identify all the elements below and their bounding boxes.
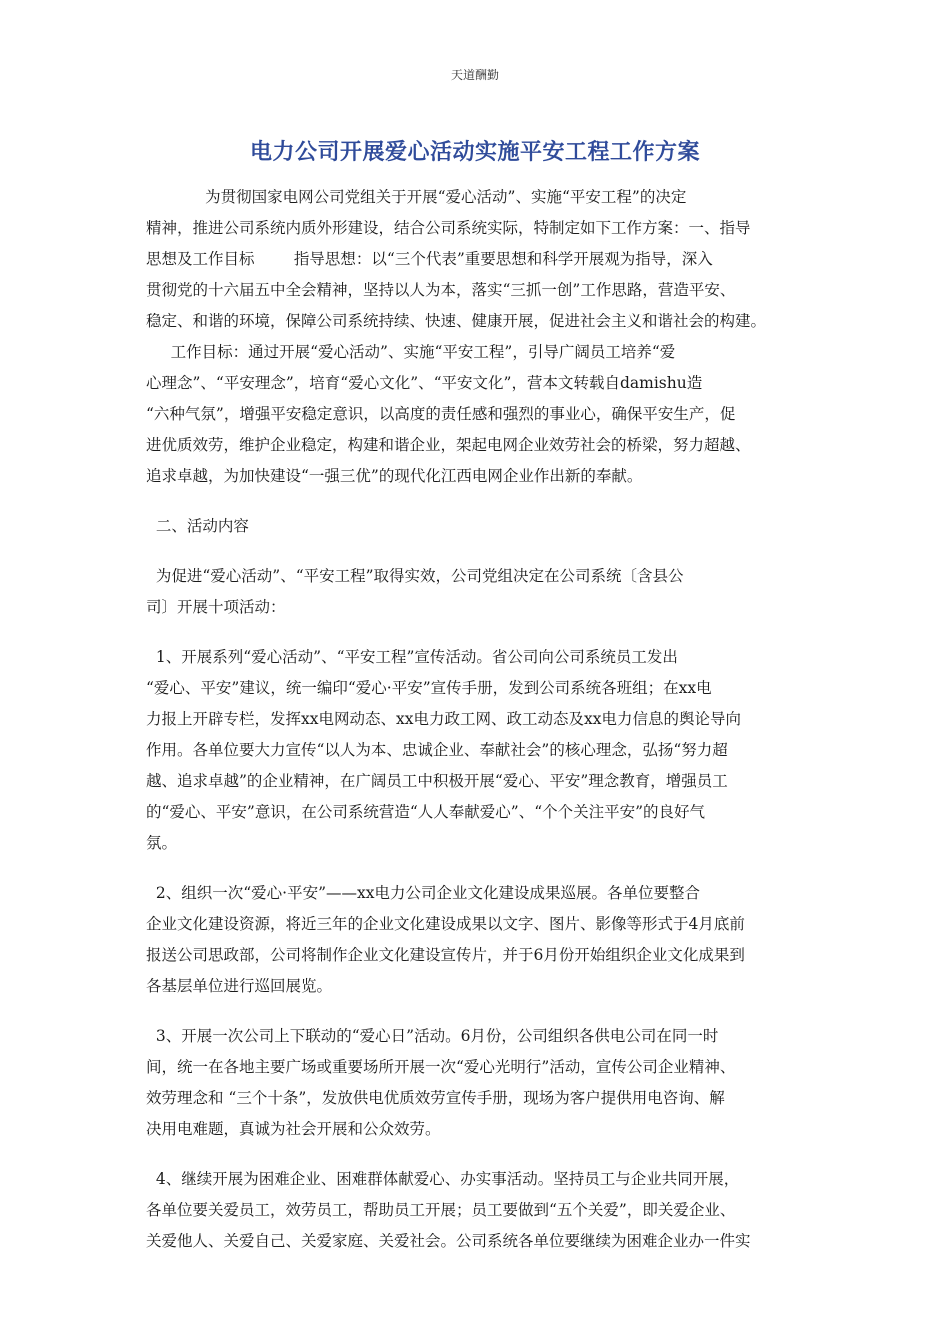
page-header: 天道酬勤 (450, 68, 499, 82)
text-line: 关爱他人、关爱自己、关爱家庭、关爱社会。公司系统各单位要继续为困难企业办一件实 (146, 1232, 751, 1250)
text-line: 力报上开辟专栏，发挥xx电网动态、xx电力政工网、政工动态及xx电力信息的舆论导向 (146, 710, 741, 728)
text-line: 稳定、和谐的环境，保障公司系统持续、快速、健康开展，促进社会主义和谐社会的构建。 (146, 312, 767, 330)
text-line: 氛。 (146, 834, 178, 852)
text-line: 决用电难题，真诚为社会开展和公众效劳。 (146, 1120, 441, 1138)
paragraph-gap (146, 1145, 802, 1164)
text-line: 效劳理念和 “三个十条”，发放供电优质效劳宣传手册，现场为客户提供用电咨询、解 (146, 1089, 725, 1107)
text-line: 精神，推进公司系统内质外形建设，结合公司系统实际，特制定如下工作方案：一、指导 (146, 219, 751, 237)
text-line: 司〕开展十项活动： (146, 598, 286, 616)
paragraph-gap (146, 623, 802, 642)
document-title: 电力公司开展爱心活动实施平安工程工作方案 (249, 140, 700, 165)
text-line: 1、开展系列“爱心活动”、“平安工程”宣传活动。省公司向公司系统员工发出 (146, 648, 678, 666)
text-line: 4、继续开展为困难企业、困难群体献爱心、办实事活动。坚持员工与企业共同开展， (146, 1170, 740, 1188)
text-line: 追求卓越，为加快建设“一强三优”的现代化江西电网企业作出新的奉献。 (146, 467, 643, 485)
document-body (146, 182, 802, 1257)
paragraph-gap (146, 492, 802, 511)
text-line: 企业文化建设资源，将近三年的企业文化建设成果以文字、图片、影像等形式于4月底前 (146, 915, 745, 933)
text-line: 心理念”、“平安理念”，培育“爱心文化”、“平安文化”，营本文转载自damishu造 (146, 374, 703, 392)
text-line: 进优质效劳，维护企业稳定，构建和谐企业，架起电网企业效劳社会的桥梁，努力超越、 (146, 436, 751, 454)
text-line: 作用。各单位要大力宣传“以人为本、忠诚企业、奉献社会”的核心理念，弘扬“努力超 (146, 741, 728, 759)
paragraph-gap (146, 542, 802, 561)
text-line: 工作目标：通过开展“爱心活动”、实施“平安工程”，引导广阔员工培养“爱 (146, 343, 676, 361)
text-line: 越、追求卓越”的企业精神，在广阔员工中积极开展“爱心、平安”理念教育，增强员工 (146, 772, 728, 790)
paragraph-gap (146, 859, 802, 878)
text-line: 间，统一在各地主要广场或重要场所开展一次“爱心光明行”活动，宣传公司企业精神、 (146, 1058, 736, 1076)
text-line: “爱心、平安”建议，统一编印“爱心·平安”宣传手册，发到公司系统各班组；在xx电 (146, 679, 712, 697)
text-line: 的“爱心、平安”意识，在公司系统营造“人人奉献爱心”、“个个关注平安”的良好气 (146, 803, 706, 821)
text-line: 为贯彻国家电网公司党组关于开展“爱心活动”、实施“平安工程”的决定 (146, 188, 687, 206)
text-line: 二、活动内容 (146, 517, 249, 535)
text-line: “六种气氛”，增强平安稳定意识，以高度的责任感和强烈的事业心，确保平安生产，促 (146, 405, 736, 423)
text-line: 各基层单位进行巡回展览。 (146, 977, 333, 995)
text-line: 各单位要关爱员工，效劳员工，帮助员工开展；员工要做到“五个关爱”，即关爱企业、 (146, 1201, 736, 1219)
text-line: 3、开展一次公司上下联动的“爱心日”活动。6月份，公司组织各供电公司在同一时 (146, 1027, 719, 1045)
text-line: 贯彻党的十六届五中全会精神，坚持以人为本，落实“三抓一创”工作思路，营造平安、 (146, 281, 736, 299)
text-line: 为促进“爱心活动”、“平安工程”取得实效，公司党组决定在公司系统〔含县公 (146, 567, 684, 585)
text-line: 2、组织一次“爱心·平安”——xx电力公司企业文化建设成果巡展。各单位要整合 (146, 884, 700, 902)
paragraph-gap (146, 1002, 802, 1021)
text-line: 报送公司思政部，公司将制作企业文化建设宣传片，并于6月份开始组织企业文化成果到 (146, 946, 745, 964)
text-line: 思想及工作目标 指导思想：以“三个代表”重要思想和科学开展观为指导，深入 (146, 250, 713, 268)
